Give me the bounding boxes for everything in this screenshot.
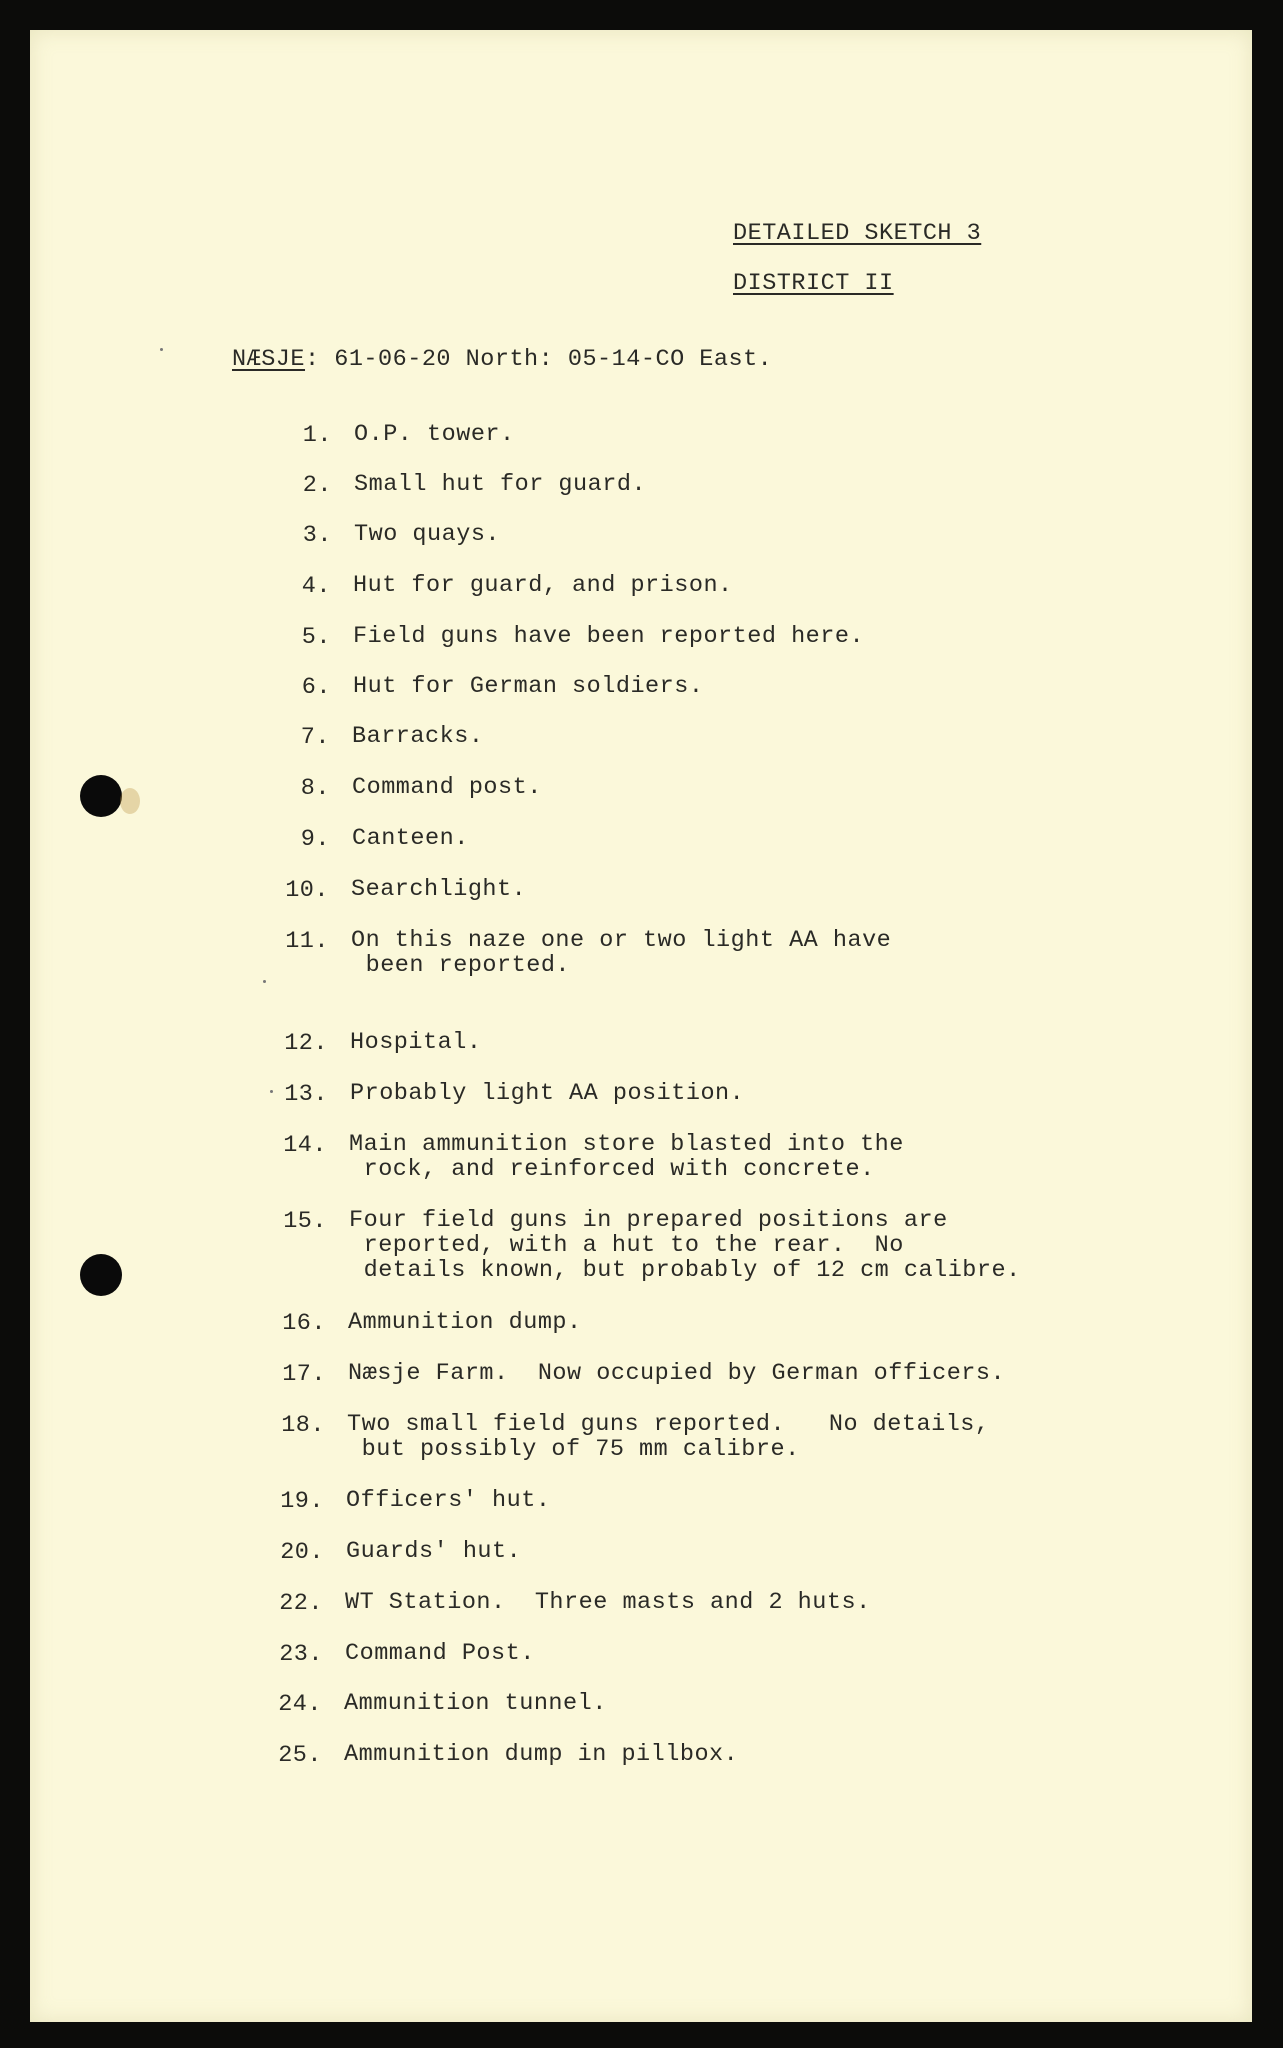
item-number: 22.: [279, 1590, 323, 1617]
list-item: [274, 1488, 1174, 1515]
item-text: Ammunition dump.: [348, 1309, 582, 1336]
item-number: 10.: [285, 877, 329, 904]
item-number: 8.: [300, 775, 330, 802]
item-number: 11.: [285, 928, 329, 955]
list-item: [280, 826, 1180, 853]
paper-speck: [263, 980, 266, 983]
item-number: 5.: [301, 624, 331, 651]
document-heading: DETAILED SKETCH 3: [733, 220, 982, 247]
item-number: 3.: [302, 522, 332, 549]
item-text: Hut for German soldiers.: [353, 673, 704, 700]
item-number: 12.: [284, 1030, 328, 1057]
item-number: 17.: [282, 1361, 326, 1388]
item-text: Two small field guns reported. No details, but possibly of 75 mm calibre.: [347, 1411, 990, 1463]
location-line: [232, 346, 772, 373]
list-item: [278, 1081, 1178, 1108]
punch-hole-top: [80, 775, 122, 817]
place-name: NÆSJE: [232, 346, 306, 373]
list-item: [278, 1030, 1178, 1057]
item-text: Command post.: [352, 774, 542, 801]
list-item: [272, 1691, 1172, 1718]
list-item: [277, 1132, 1177, 1182]
item-number: 19.: [280, 1488, 324, 1515]
item-text: WT Station. Three masts and 2 huts.: [345, 1589, 871, 1616]
item-text: Field guns have been reported here.: [353, 623, 865, 650]
punch-hole-bottom: [80, 1254, 122, 1296]
item-text: Canteen.: [352, 825, 469, 852]
coordinates: : 61-06-20 North: 05-14-CO East.: [305, 346, 773, 373]
list-item: [281, 573, 1181, 600]
list-item: [279, 877, 1179, 904]
item-text: Main ammunition store blasted into the rock, and reinforced with concrete.: [349, 1131, 904, 1183]
list-item: [273, 1641, 1173, 1668]
item-number: 7.: [300, 724, 330, 751]
paper-speck: [160, 348, 163, 351]
item-text: Hospital.: [350, 1029, 482, 1056]
list-item: [279, 928, 1179, 978]
item-number: 13.: [284, 1081, 328, 1108]
list-item: [282, 472, 1182, 499]
item-number: 20.: [280, 1539, 324, 1566]
district-heading: DISTRICT II: [733, 270, 894, 297]
item-number: 9.: [300, 826, 330, 853]
list-item: [282, 422, 1182, 449]
item-number: 6.: [301, 674, 331, 701]
paper-speck: [270, 1090, 273, 1093]
item-number: 15.: [283, 1208, 327, 1235]
item-number: 18.: [281, 1412, 325, 1439]
item-text: Ammunition dump in pillbox.: [344, 1741, 739, 1768]
item-text: Searchlight.: [351, 876, 527, 903]
list-item: [277, 1208, 1177, 1283]
item-text: Ammunition tunnel.: [344, 1690, 607, 1717]
item-text: Probably light AA position.: [350, 1080, 745, 1107]
item-text: Four field guns in prepared positions are reported, with a hut to the rear. No details known, but probably of 12 cm calibre.: [349, 1207, 1021, 1284]
item-text: Small hut for guard.: [354, 471, 647, 498]
list-item: [281, 624, 1181, 651]
item-number: 25.: [278, 1742, 322, 1769]
item-text: Two quays.: [354, 521, 501, 548]
item-number: 2.: [302, 472, 332, 499]
document-page: [30, 30, 1252, 2022]
item-text: Guards' hut.: [346, 1538, 522, 1565]
list-item: [280, 724, 1180, 751]
item-text: Hut for guard, and prison.: [353, 572, 733, 599]
list-item: [275, 1412, 1175, 1462]
list-item: [272, 1742, 1172, 1769]
list-item: [274, 1539, 1174, 1566]
item-text: Command Post.: [345, 1640, 535, 1667]
list-item: [276, 1310, 1176, 1337]
list-item: [282, 522, 1182, 549]
item-text: O.P. tower.: [354, 421, 515, 448]
item-number: 14.: [283, 1132, 327, 1159]
list-item: [281, 674, 1181, 701]
paper-stain: [120, 788, 140, 814]
item-number: 4.: [301, 573, 331, 600]
item-number: 1.: [302, 422, 332, 449]
item-text: On this naze one or two light AA have been reported.: [351, 927, 892, 979]
item-number: 16.: [282, 1310, 326, 1337]
item-number: 23.: [279, 1641, 323, 1668]
list-item: [276, 1361, 1176, 1388]
list-item: [273, 1590, 1173, 1617]
list-item: [280, 775, 1180, 802]
item-number: 24.: [278, 1691, 322, 1718]
item-text: Næsje Farm. Now occupied by German officers.: [348, 1360, 1006, 1387]
item-text: Officers' hut.: [346, 1487, 551, 1514]
item-text: Barracks.: [352, 723, 484, 750]
